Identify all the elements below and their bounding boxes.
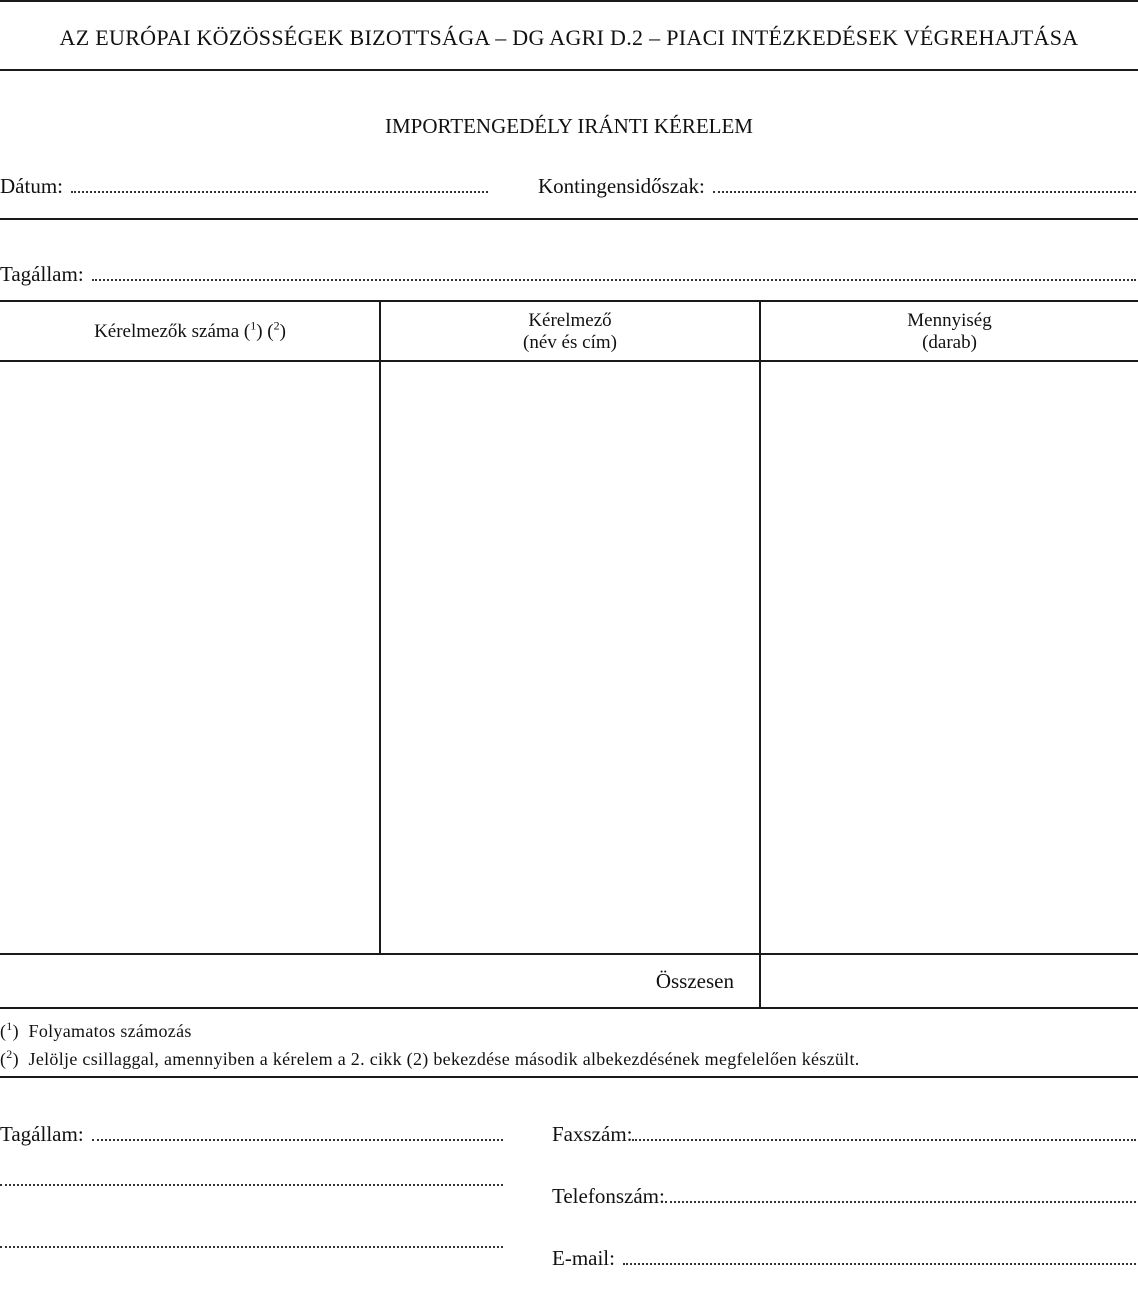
date-label: Dátum: [0, 174, 63, 198]
email-field[interactable] [552, 1246, 1136, 1270]
quota-period-blank[interactable] [713, 191, 1136, 193]
footnote-ref-2: 2 [273, 318, 280, 333]
contact-line-3-blank[interactable] [0, 1246, 503, 1248]
col-divider-1 [379, 300, 381, 954]
table-bottom-rule [0, 1007, 1138, 1009]
email-blank[interactable] [623, 1263, 1136, 1265]
table-top-rule [0, 300, 1138, 302]
footnote-rule [0, 1076, 1138, 1078]
fax-field[interactable] [552, 1122, 1136, 1146]
contact-member-state-blank[interactable] [92, 1139, 503, 1141]
applicant-cell[interactable] [382, 362, 758, 953]
total-label: Összesen [655, 969, 734, 993]
col-quantity-label: Mennyiség [907, 310, 992, 331]
total-quantity-cell[interactable] [762, 955, 1138, 1007]
form-title: IMPORTENGEDÉLY IRÁNTI KÉRELEM [385, 114, 753, 138]
phone-label: Telefonszám: [552, 1184, 665, 1208]
contact-member-state-label: Tagállam: [0, 1122, 84, 1146]
footnote-1-ref: 1 [6, 1019, 13, 1033]
col-applicant-count-header: Kérelmezők száma ($^1$) ($^2$) [94, 318, 286, 342]
date-field[interactable] [0, 174, 488, 198]
section-rule [0, 218, 1138, 220]
footnote-2-text: Jelölje csillaggal, amennyiben a kérelem a 2. cikk (2) bekezdése második albekezdésének megfelelően készült. [28, 1049, 860, 1069]
quantity-cell[interactable] [762, 362, 1138, 953]
phone-blank[interactable] [665, 1201, 1136, 1203]
footnote-ref-1: 1 [250, 318, 257, 333]
col-divider-2 [759, 300, 761, 1008]
contact-member-state-field[interactable] [0, 1122, 503, 1146]
contact-line-3[interactable] [0, 1246, 503, 1250]
contact-line-2-blank[interactable] [0, 1184, 503, 1186]
footnote-1-text: Folyamatos számozás [28, 1021, 192, 1041]
col-applicant-count-label: Kérelmezők száma [94, 321, 240, 342]
quota-period-field[interactable] [538, 174, 1136, 198]
footnote-2-ref: 2 [6, 1047, 13, 1061]
commission-header: AZ EURÓPAI KÖZÖSSÉGEK BIZOTTSÁGA – DG AGRI D.2 – PIACI INTÉZKEDÉSEK VÉGREHAJTÁSA [59, 25, 1079, 50]
member-state-blank[interactable] [92, 279, 1136, 281]
footnote-1: ($^1$) Folyamatos számozás [0, 1019, 192, 1041]
email-label: E-mail: [552, 1246, 615, 1270]
member-state-label: Tagállam: [0, 262, 84, 286]
applicant-count-cell[interactable] [0, 362, 379, 953]
footnote-2: ($^2$) Jelölje csillaggal, amennyiben a kérelem a 2. cikk (2) bekezdése második albekezdésének megfelelően készült. [0, 1047, 860, 1069]
col-applicant-sublabel: (név és cím) [523, 332, 617, 353]
phone-field[interactable] [552, 1184, 1136, 1208]
top-rule [0, 0, 1138, 2]
fax-blank[interactable] [632, 1139, 1136, 1141]
fax-label: Faxszám: [552, 1122, 633, 1146]
col-applicant-header [381, 304, 759, 360]
member-state-field[interactable] [0, 262, 1136, 286]
date-blank[interactable] [71, 191, 488, 193]
col-quantity-header [761, 304, 1138, 360]
header-rule [0, 69, 1138, 71]
contact-line-2[interactable] [0, 1184, 503, 1188]
col-applicant-label: Kérelmező [528, 310, 612, 331]
quota-period-label: Kontingensidőszak: [538, 174, 705, 198]
col-quantity-sublabel: (darab) [922, 332, 977, 353]
